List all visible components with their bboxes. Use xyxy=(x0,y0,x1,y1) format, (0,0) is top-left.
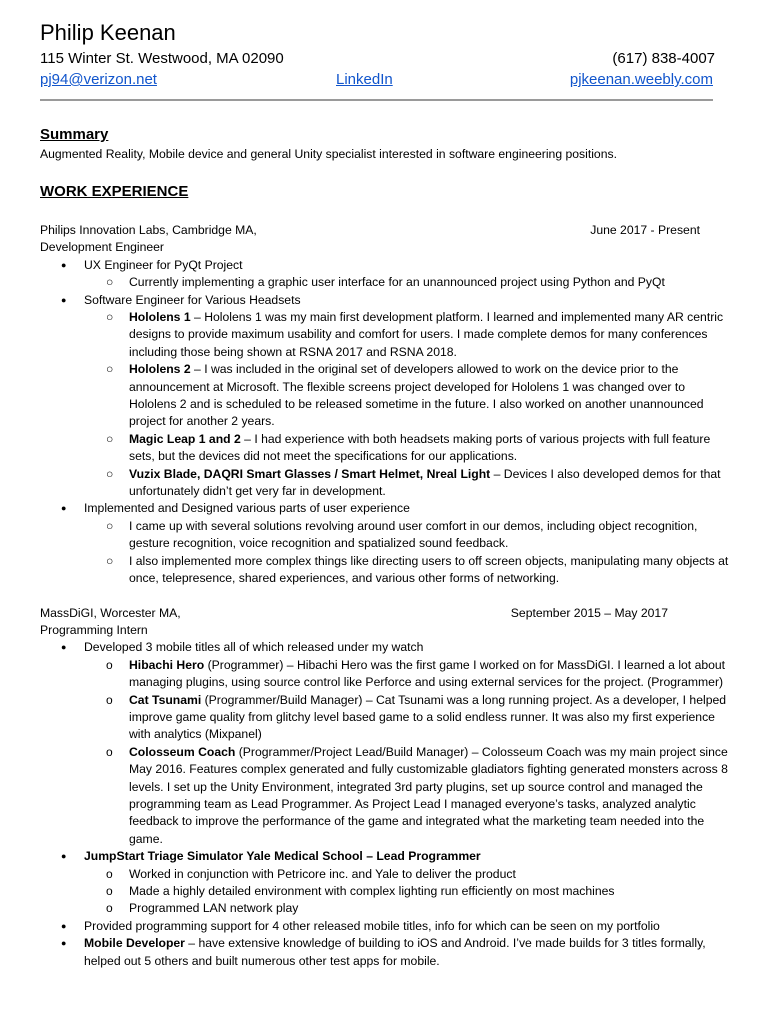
bullet-text: Software Engineer for Various Headsets xyxy=(84,292,301,307)
sub-bullet-text: Programmed LAN network play xyxy=(129,901,299,916)
job-title: Programming Intern xyxy=(40,622,148,637)
sub-bullet-item xyxy=(40,657,730,692)
sub-bullet-marker: o xyxy=(106,657,113,672)
sub-bullet-marker: o xyxy=(106,866,113,881)
company-location: , Cambridge MA, xyxy=(165,223,257,237)
sub-bullet-marker: o xyxy=(106,692,113,707)
sub-bullet-text: Made a highly detailed environment with complex lighting run efficiently on most machines xyxy=(129,884,615,898)
bullet-item xyxy=(40,257,730,274)
linkedin-link[interactable]: LinkedIn xyxy=(336,71,393,88)
company-name: MassDiGI xyxy=(40,605,94,620)
sub-bullet-item xyxy=(40,866,730,883)
bullet-item xyxy=(40,292,730,309)
work-experience-heading: WORK EXPERIENCE xyxy=(40,183,189,200)
sub-bullet-text: – Devices I also developed demos for that unfortunately didn’t get very far in development. xyxy=(129,466,721,499)
sub-bullet-marker: ○ xyxy=(106,275,114,290)
sub-bullet-text: – Hololens 1 was my main first development platform. I learned and implemented many AR centric designs to provide maximum usability and comfort for users. I made complete demos for many conferences including those being shown at RSNA 2017 and RSNA 2018. xyxy=(129,310,724,359)
bullet-text: – have extensive knowledge of building to iOS and Android. I’ve made builds for 3 titles formally, helped out 5 others and built numerous other test apps for mobile. xyxy=(84,936,706,968)
bullet-item xyxy=(40,935,730,970)
bullet-item xyxy=(40,639,730,656)
bullet-item xyxy=(40,918,730,935)
job-title: Development Engineer xyxy=(40,240,164,255)
sub-bullet-item xyxy=(40,361,730,431)
bullet-item xyxy=(40,500,730,517)
website-link[interactable]: pjkeenan.weebly.com xyxy=(569,71,713,88)
work-experience-list xyxy=(40,222,730,970)
bullet-text: UX Engineer for PyQt Project xyxy=(84,257,243,272)
summary-text: Augmented Reality, Mobile device and general Unity specialist interested in software engineering positions. xyxy=(40,147,617,161)
sub-bullet-marker: ○ xyxy=(106,518,114,533)
job-dates: September 2015 – May 2017 xyxy=(510,605,668,620)
email-link[interactable]: pj94@verizon.net xyxy=(40,71,157,88)
contact-row xyxy=(40,50,715,68)
header-divider xyxy=(40,99,713,101)
sub-bullet-lead: Hibachi Hero xyxy=(129,657,205,672)
phone: (617) 838-4007 xyxy=(612,50,715,67)
job-bullets xyxy=(40,639,730,970)
job-gap xyxy=(40,588,730,605)
sub-bullet-item xyxy=(40,431,730,466)
candidate-name: Philip Keenan xyxy=(40,20,176,45)
bullet-dot: ● xyxy=(61,259,67,270)
sub-bullet-item xyxy=(40,692,730,744)
sub-bullet-lead: Cat Tsunami xyxy=(129,692,202,707)
bullet-dot: ● xyxy=(61,938,67,949)
sub-bullet-marker: o xyxy=(106,744,113,759)
job-header xyxy=(40,222,730,239)
sub-bullet-lead: Vuzix Blade, DAQRI Smart Glasses / Smart Helmet, Nreal Light xyxy=(129,466,491,481)
sub-bullet-item xyxy=(40,274,730,291)
summary-heading: Summary xyxy=(40,126,109,143)
sub-bullet-text: (Programmer/Project Lead/Build Manager) – Colosseum Coach was my main project since May 2016. Features complex generated and fully customizable gladiators fighting generated monsters across 8 levels. I set up the Unity Environment, integrated 3rd party plugins, set up source control and managed the programming team as Lead Programmer. As Project Lead I managed everyone’s tasks, analyzed analytic feedback to improve the performance of the game and integrated what the marketing team needed into the game. xyxy=(129,744,728,846)
bullet-item xyxy=(40,848,730,865)
sub-bullet-marker: ○ xyxy=(106,310,114,325)
job-dates: June 2017 - Present xyxy=(590,223,700,237)
sub-bullet-text: (Programmer/Build Manager) – Cat Tsunami was a long running project. As a developer, I helped improve game quality from glitchy level based game to a solid endless runner. It was also my first experience with analytics (Mixpanel) xyxy=(129,692,727,742)
address: 115 Winter St. Westwood, MA 02090 xyxy=(40,50,284,67)
bullet-text: Implemented and Designed various parts of user experience xyxy=(84,501,410,516)
sub-bullet-text: I also implemented more complex things like directing users to off screen objects, manipulating many objects at once, telepresence, shared experiences, and various other forms of networking. xyxy=(129,553,729,586)
sub-bullet-item xyxy=(40,518,730,553)
sub-bullet-marker: o xyxy=(106,884,113,898)
bullet-dot: ● xyxy=(61,503,67,514)
sub-bullet-text: I came up with several solutions revolving around user comfort in our demos, including object recognition, gesture recognition, voice recognition and spatialized sound feedback. xyxy=(129,518,698,551)
bullet-dot: ● xyxy=(61,920,67,931)
sub-bullet-text: – I had experience with both headsets making ports of various projects with full feature sets, but the devices did not meet the specifications for our applications. xyxy=(129,431,711,464)
sub-bullet-text: (Programmer) – Hibachi Hero was the first game I worked on for MassDiGI. I learned a lot about managing plugins, using source control like Perforce and using external services for the project. (Programmer) xyxy=(129,657,726,690)
sub-bullet-lead: Magic Leap 1 and 2 xyxy=(129,431,241,446)
links-row xyxy=(40,71,715,89)
bullet-dot: ● xyxy=(61,642,67,653)
sub-bullet-text: Currently implementing a graphic user interface for an unannounced project using Python and PyQt xyxy=(129,275,665,290)
company-name: Philips Innovation Labs xyxy=(40,223,166,237)
sub-bullet-marker: ○ xyxy=(106,466,114,481)
sub-bullet-lead: Colosseum Coach xyxy=(129,744,236,759)
sub-bullet-item xyxy=(40,466,730,501)
bullet-text: JumpStart Triage Simulator Yale Medical School – Lead Programmer xyxy=(84,849,481,864)
sub-bullet-marker: o xyxy=(106,901,113,916)
sub-bullet-marker: ○ xyxy=(106,431,114,446)
bullet-text: Developed 3 mobile titles all of which released under my watch xyxy=(84,640,424,655)
sub-bullet-item xyxy=(40,900,730,917)
job-bullets xyxy=(40,257,730,588)
bullet-dot: ● xyxy=(61,851,67,862)
bullet-text: Provided programming support for 4 other released mobile titles, info for which can be seen on my portfolio xyxy=(84,918,660,933)
sub-bullet-item xyxy=(40,309,730,361)
sub-bullet-marker: ○ xyxy=(106,553,114,568)
bullet-lead: Mobile Developer xyxy=(84,936,185,951)
sub-bullet-lead: Hololens 1 xyxy=(129,310,191,325)
sub-bullet-lead: Hololens 2 xyxy=(129,362,191,377)
sub-bullet-item xyxy=(40,744,730,848)
sub-bullet-text: – I was included in the original set of developers allowed to work on the device prior to the announcement at Microsoft. The flexible screens project developed for Hololens 1 was changed over to Hololens 2 and is scheduled to be released sometime in the future. I also worked on another unannounced project for another 2 years. xyxy=(129,362,704,429)
bullet-dot: ● xyxy=(61,294,67,305)
sub-bullet-item xyxy=(40,553,730,588)
company-location: , Worcester MA, xyxy=(93,605,181,620)
job-header xyxy=(40,605,730,622)
sub-bullet-marker: ○ xyxy=(106,362,114,377)
sub-bullet-text: Worked in conjunction with Petricore inc. and Yale to deliver the product xyxy=(129,866,516,881)
sub-bullet-item xyxy=(40,883,730,900)
